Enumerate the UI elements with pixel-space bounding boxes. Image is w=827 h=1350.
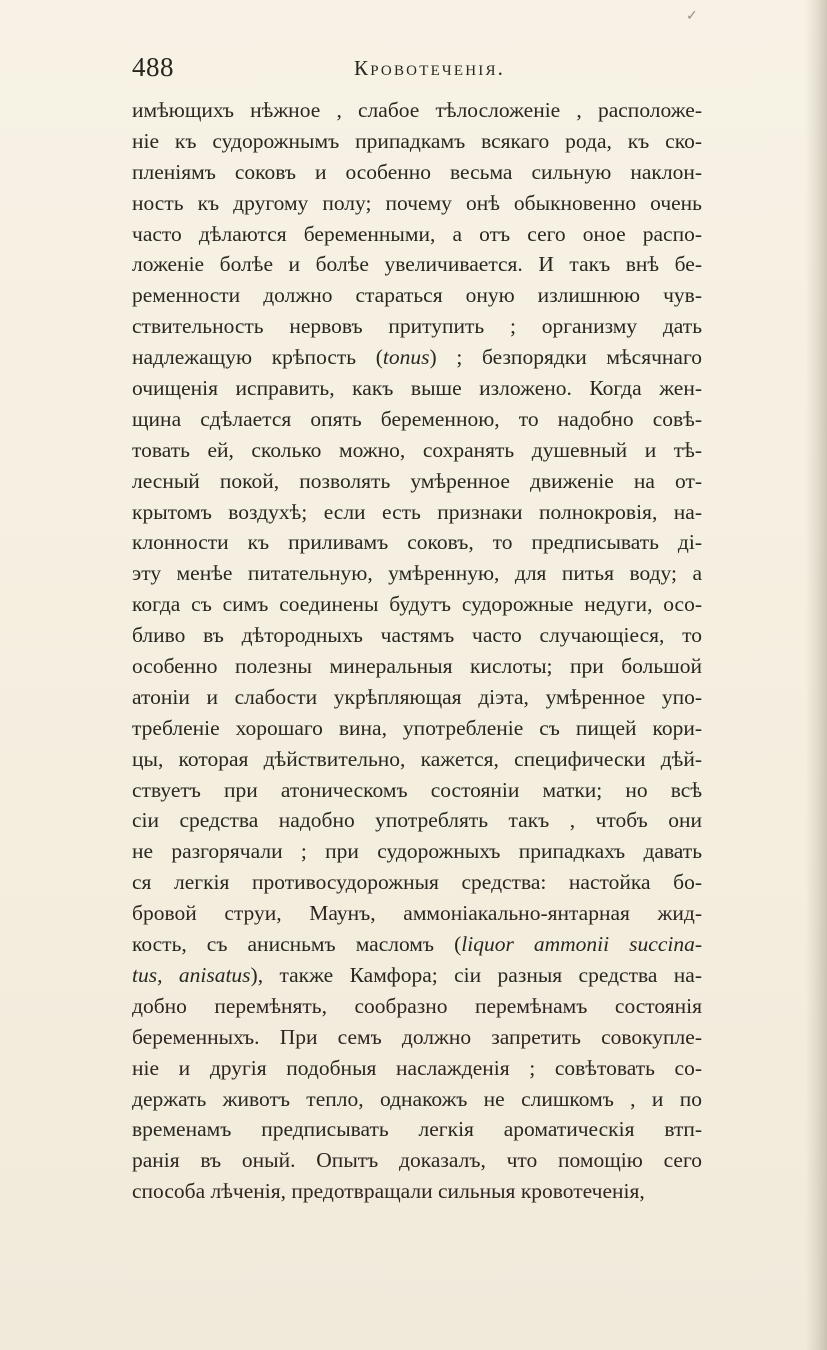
text-line: добно перемѣнять, сообразно перемѣнамъ состоянія bbox=[132, 993, 702, 1018]
latin-term: liquor ammonii succina- bbox=[461, 932, 702, 957]
text-line: часто дѣлаются беременными, а отъ сего оное распо- bbox=[132, 221, 702, 246]
text-line: лесный покой, позволять умѣренное движеніе на от- bbox=[132, 468, 702, 493]
text-line: эту менѣе питательную, умѣренную, для питья воду; а bbox=[132, 561, 702, 586]
page-number: 488 bbox=[132, 52, 174, 82]
text-line: tus, anisatus), также Камфора; сіи разныя средства на- bbox=[132, 962, 702, 987]
text-line: бливо въ дѣтородныхъ частямъ часто случающіеся, то bbox=[132, 623, 702, 648]
latin-term: tus, anisatus bbox=[132, 962, 251, 987]
text-line: ствуетъ при атоническомъ состояніи матки; но всѣ bbox=[132, 777, 702, 802]
body-text bbox=[132, 95, 702, 1207]
text-line: ременности должно стараться оную излишнюю чув- bbox=[132, 283, 702, 308]
text-line: ность къ другому полу; почему онѣ обыкновенно очень bbox=[132, 190, 702, 215]
page-header bbox=[132, 52, 702, 90]
text-line: особенно полезны минеральныя кислоты; при большой bbox=[132, 654, 702, 679]
text-line: цы, которая дѣйствительно, кажется, специфически дѣй- bbox=[132, 746, 702, 771]
text-line: сіи средства надобно употреблять такъ , чтобъ они bbox=[132, 808, 702, 833]
page-edge-shadow bbox=[805, 0, 827, 1350]
text-line: товать ей, сколько можно, сохранять душевный и тѣ- bbox=[132, 437, 702, 462]
text-line: кость, съ анисньмъ масломъ (liquor ammonii succina- bbox=[132, 932, 702, 957]
text-line: когда съ симъ соединены будутъ судорожные недуги, осо- bbox=[132, 592, 702, 617]
text-line: ложеніе болѣе и болѣе увеличивается. И такъ внѣ бе- bbox=[132, 252, 702, 277]
text-line: беременныхъ. При семъ должно запретить совокупле- bbox=[132, 1024, 702, 1049]
text-line: способа лѣченія, предотвращали сильныя кровотеченія, bbox=[132, 1179, 645, 1204]
text-line: щина сдѣлается опять беременною, то надобно совѣ- bbox=[132, 406, 702, 431]
text-line: крытомъ воздухѣ; если есть признаки полнокровія, на- bbox=[132, 499, 702, 524]
text-line: очищенія исправить, какъ выше изложено. Когда жен- bbox=[132, 376, 702, 401]
text-line: атоніи и слабости укрѣпляющая діэта, умѣренное упо- bbox=[132, 684, 702, 709]
text-line: не разгорячали ; при судорожныхъ припадкахъ давать bbox=[132, 839, 702, 864]
running-head: Кровотеченія. bbox=[354, 56, 506, 80]
text-line: пленіямъ соковъ и особенно весьма сильную наклон- bbox=[132, 159, 702, 184]
text-line: надлежащую крѣпость (tonus) ; безпорядки мѣсячнаго bbox=[132, 345, 702, 370]
text-line: ся легкія противосудорожныя средства: настойка бо- bbox=[132, 870, 702, 895]
page-corner-mark: ✓ bbox=[686, 8, 698, 24]
text-line: ніе и другія подобныя наслажденія ; совѣтовать со- bbox=[132, 1055, 702, 1080]
text-line: требленіе хорошаго вина, употребленіе съ пищей кори- bbox=[132, 715, 702, 740]
text-line: имѣющихъ нѣжное , слабое тѣлосложеніе , расположе- bbox=[132, 98, 702, 122]
text-line: ранія въ оный. Опытъ доказалъ, что помощію сего bbox=[132, 1148, 702, 1173]
text-line: ніе къ судорожнымъ припадкамъ всякаго рода, къ ско- bbox=[132, 128, 702, 153]
text-line: держать животъ тепло, однакожъ не слишкомъ , и по bbox=[132, 1086, 702, 1111]
text-line: клонности къ приливамъ соковъ, то предписывать ді- bbox=[132, 530, 702, 555]
text-line: ствительность нервовъ притупить ; организму дать bbox=[132, 314, 702, 339]
text-line: бровой струи, Маунъ, аммоніакально-янтарная жид- bbox=[132, 901, 702, 926]
latin-term: tonus bbox=[382, 345, 430, 370]
text-line: временамъ предписывать легкія ароматическія втп- bbox=[132, 1117, 702, 1142]
